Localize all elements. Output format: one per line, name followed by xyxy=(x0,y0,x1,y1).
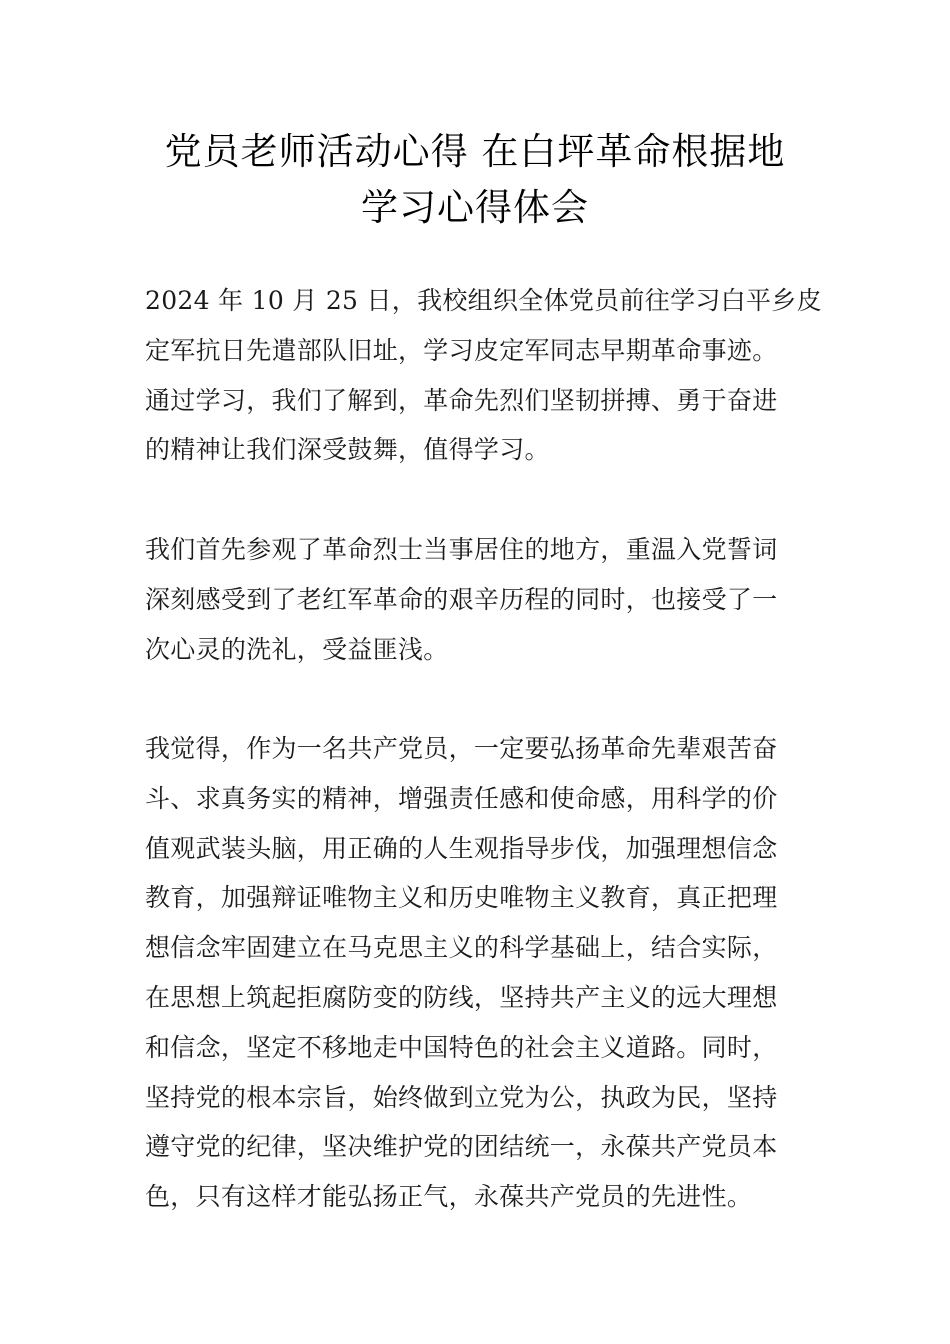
text-line: 我觉得，作为一名共产党员，一定要弘扬革命先辈艰苦奋 xyxy=(145,734,778,763)
paragraph-reflection xyxy=(145,724,813,1222)
text-line: 遵守党的纪律，坚决维护党的团结统一，永葆共产党员本 xyxy=(145,1132,778,1162)
text-line: 在思想上筑起拒腐防变的防线，坚持共产主义的远大理想 xyxy=(145,982,778,1012)
text-line: 斗、求真务实的精神，增强责任感和使命感，用科学的价 xyxy=(145,783,778,813)
title-line: 学习心得体会 xyxy=(361,186,589,229)
text-line: 深刻感受到了老红军革命的艰辛历程的同时，也接受了一 xyxy=(145,584,778,614)
document-title xyxy=(0,124,950,236)
text-line: 和信念，坚定不移地走中国特色的社会主义道路。同时， xyxy=(145,1032,778,1062)
text-line: 2024 年 10 月 25 日，我校组织全体党员前往学习白平乡皮 xyxy=(145,286,822,315)
text-line: 值观武装头脑，用正确的人生观指导步伐，加强理想信念 xyxy=(145,833,778,863)
text-line: 坚持党的根本宗旨，始终做到立党为公，执政为民，坚持 xyxy=(145,1082,778,1112)
text-line: 的精神让我们深受鼓舞，值得学习。 xyxy=(145,435,550,465)
text-line: 想信念牢固建立在马克思主义的科学基础上，结合实际， xyxy=(145,933,778,963)
text-line: 次心灵的洗礼，受益匪浅。 xyxy=(145,634,449,664)
text-line: 定军抗日先遣部队旧址，学习皮定军同志早期革命事迹。 xyxy=(145,335,778,365)
paragraph-visit-intro xyxy=(145,276,822,475)
text-line: 通过学习，我们了解到，革命先烈们坚韧拼搏、勇于奋进 xyxy=(145,385,778,415)
text-line: 色，只有这样才能弘扬正气，永葆共产党员的先进性。 xyxy=(145,1182,753,1212)
text-line: 教育，加强辩证唯物主义和历史唯物主义教育，真正把理 xyxy=(145,883,778,913)
title-line: 党员老师活动心得 在白坪革命根据地 xyxy=(164,130,786,173)
text-line: 我们首先参观了革命烈士当事居住的地方，重温入党誓词 xyxy=(145,535,778,564)
paragraph-residence-visit xyxy=(145,525,813,674)
